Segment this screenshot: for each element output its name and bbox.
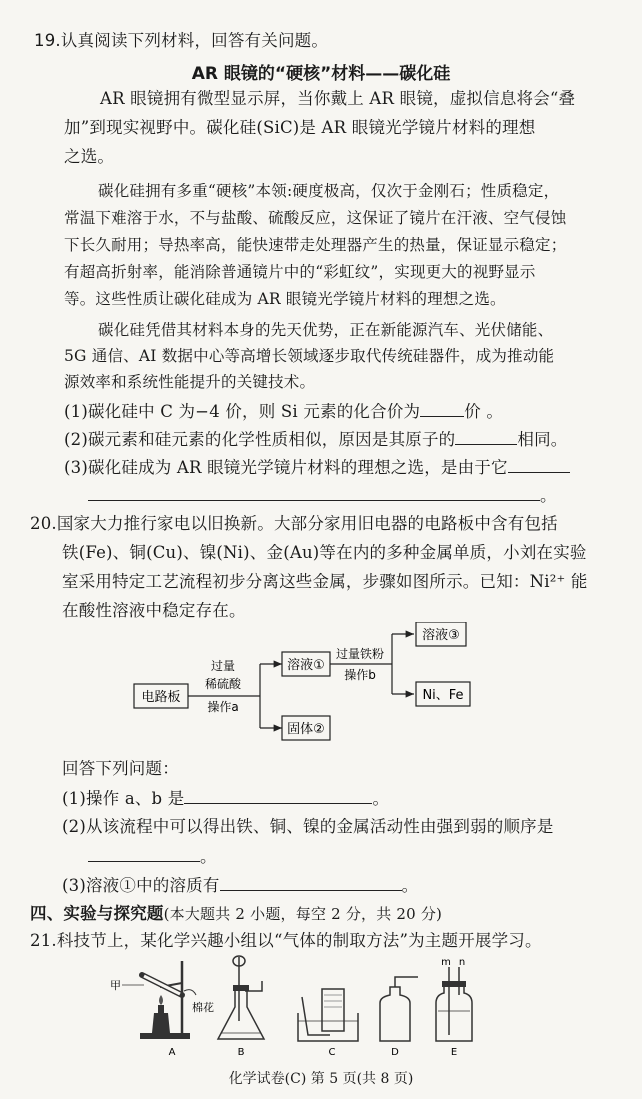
solution1-label: 溶液① xyxy=(287,658,325,673)
label-e: E xyxy=(450,1047,458,1058)
apparatus-d xyxy=(380,977,418,1058)
q19-sub2 xyxy=(64,428,567,451)
q19-p2-line1: 碳化硅拥有多重“硬核”本领:硬度极高，仅次于金刚石；性质稳定， xyxy=(98,182,560,200)
q19-p2-line4: 有超高折射率，能消除普通镜片中的“彩虹纹”，实现更大的视野显示 xyxy=(64,263,536,281)
q19-p3-line3: 源效率和系统性能提升的关键技术。 xyxy=(64,373,316,391)
q19-p2-line5: 等。这些性质让碳化硅成为 AR 眼镜光学镜片材料的理想之选。 xyxy=(64,290,506,308)
q19-p2-line2: 常温下难溶于水，不与盐酸、硫酸反应，这保证了镜片在汗液、空气侵蚀 xyxy=(64,209,567,227)
label-mianhua: 棉花 xyxy=(192,1001,214,1014)
section4-note: (本大题共 2 小题，每空 2 分，共 20 分) xyxy=(163,905,443,923)
solid2-label: 固体② xyxy=(287,722,325,737)
label-m: m xyxy=(441,957,451,968)
q20-line1: 20.国家大力推行家电以旧换新。大部分家用旧电器的电路板中含有包括 xyxy=(30,514,558,533)
q19-p3-line1: 碳化硅凭借其材料本身的先天优势，正在新能源汽车、光伏储能、 xyxy=(98,321,554,339)
section4-heading-line xyxy=(30,903,442,925)
step1-reagent: 稀硫酸 xyxy=(204,677,242,691)
q20-sub1 xyxy=(62,787,389,810)
q19-sub3-end: 。 xyxy=(540,486,557,505)
solution3-label: 溶液③ xyxy=(422,628,460,643)
step1-operation: 操作a xyxy=(207,700,239,714)
q19-stem: 19.认真阅读下列材料，回答有关问题。 xyxy=(34,31,329,50)
q19-sub1 xyxy=(64,400,503,423)
q19-sub3 xyxy=(64,456,570,479)
step2-operation: 操作b xyxy=(344,668,376,682)
q19-sub2-end: 相同。 xyxy=(517,430,568,449)
q21-apparatus xyxy=(100,955,500,1065)
q20-line3: 室采用特定工艺流程初步分离这些金属，步骤如图所示。已知：Ni²⁺ 能 xyxy=(62,572,588,591)
label-n: n xyxy=(458,957,466,968)
label-a: A xyxy=(168,1047,176,1058)
label-jia: 甲 xyxy=(110,979,121,992)
q20-sub3-text: (3)溶液①中的溶质有 xyxy=(62,876,220,895)
q19-material-title: AR 眼镜的“硬核”材料——碳化硅 xyxy=(191,64,451,84)
q20-sub3 xyxy=(62,874,418,897)
q20-sub3-blank[interactable] xyxy=(220,874,402,891)
apparatus-c xyxy=(298,989,358,1058)
q20-flow-diagram xyxy=(120,622,520,752)
q19-p1-line3: 之选。 xyxy=(64,147,115,166)
q19-sub3-blank[interactable] xyxy=(508,456,570,473)
q20-answer-intro: 回答下列问题： xyxy=(62,759,179,778)
q19-sub1-end: 价 。 xyxy=(464,402,504,421)
q19-sub3-blank2[interactable] xyxy=(88,484,540,501)
q20-sub1-blank[interactable] xyxy=(184,787,372,804)
q20-sub3-end: 。 xyxy=(401,876,419,895)
q20-sub2-blank[interactable] xyxy=(88,845,200,862)
label-b: B xyxy=(237,1047,245,1058)
q19-p2-line3: 下长久耐用；导热率高，能快速带走处理器产生的热量，保证显示稳定； xyxy=(64,236,567,254)
q20-sub2-cont xyxy=(88,845,217,868)
section4-heading: 四、实验与探究题 xyxy=(30,904,164,923)
q20-line2: 铁(Fe)、铜(Cu)、镍(Ni)、金(Au)等在内的多种金属单质，小刘在实验 xyxy=(62,543,587,562)
step2-reagent: 过量铁粉 xyxy=(335,647,385,661)
page-footer: 化学试卷(C) 第 5 页(共 8 页) xyxy=(228,1071,414,1087)
q21-stem: 21.科技节上，某化学兴趣小组以“气体的制取方法”为主题开展学习。 xyxy=(30,931,542,950)
label-d: D xyxy=(391,1047,399,1058)
q19-sub3-cont xyxy=(88,484,557,507)
apparatus-a xyxy=(110,961,214,1058)
q20-line4: 在酸性溶液中稳定存在。 xyxy=(62,601,246,620)
q19-p1-line1: AR 眼镜拥有微型显示屏，当你戴上 AR 眼镜，虚拟信息将会“叠 xyxy=(100,89,576,108)
q20-sub1-end: 。 xyxy=(372,789,390,808)
metals-label: Ni、Fe xyxy=(422,688,464,703)
q19-sub2-blank[interactable] xyxy=(455,428,517,445)
circuit-board-label: 电路板 xyxy=(141,690,181,705)
q20-sub2-end: 。 xyxy=(200,847,217,866)
q19-sub1-blank[interactable] xyxy=(420,400,464,417)
q19-p1-line2: 加”到现实视野中。碳化硅(SiC)是 AR 眼镜光学镜片材料的理想 xyxy=(64,118,536,137)
q20-sub1-text: (1)操作 a、b 是 xyxy=(62,789,185,808)
q19-p3-line2: 5G 通信、AI 数据中心等高增长领域逐步取代传统硅器件，成为推动能 xyxy=(64,347,555,365)
q19-sub3-text: (3)碳化硅成为 AR 眼镜光学镜片材料的理想之选，是由于它 xyxy=(64,458,508,477)
q20-sub2: (2)从该流程中可以得出铁、铜、镍的金属活动性由强到弱的顺序是 xyxy=(62,817,554,836)
label-c: C xyxy=(328,1047,336,1058)
q19-sub2-text: (2)碳元素和硅元素的化学性质相似，原因是其原子的 xyxy=(64,430,456,449)
apparatus-b xyxy=(218,956,264,1058)
apparatus-e xyxy=(436,957,472,1058)
step1-reagent-amount: 过量 xyxy=(210,659,236,673)
q19-sub1-text: (1)碳化硅中 C 为−4 价，则 Si 元素的化合价为 xyxy=(64,402,421,421)
